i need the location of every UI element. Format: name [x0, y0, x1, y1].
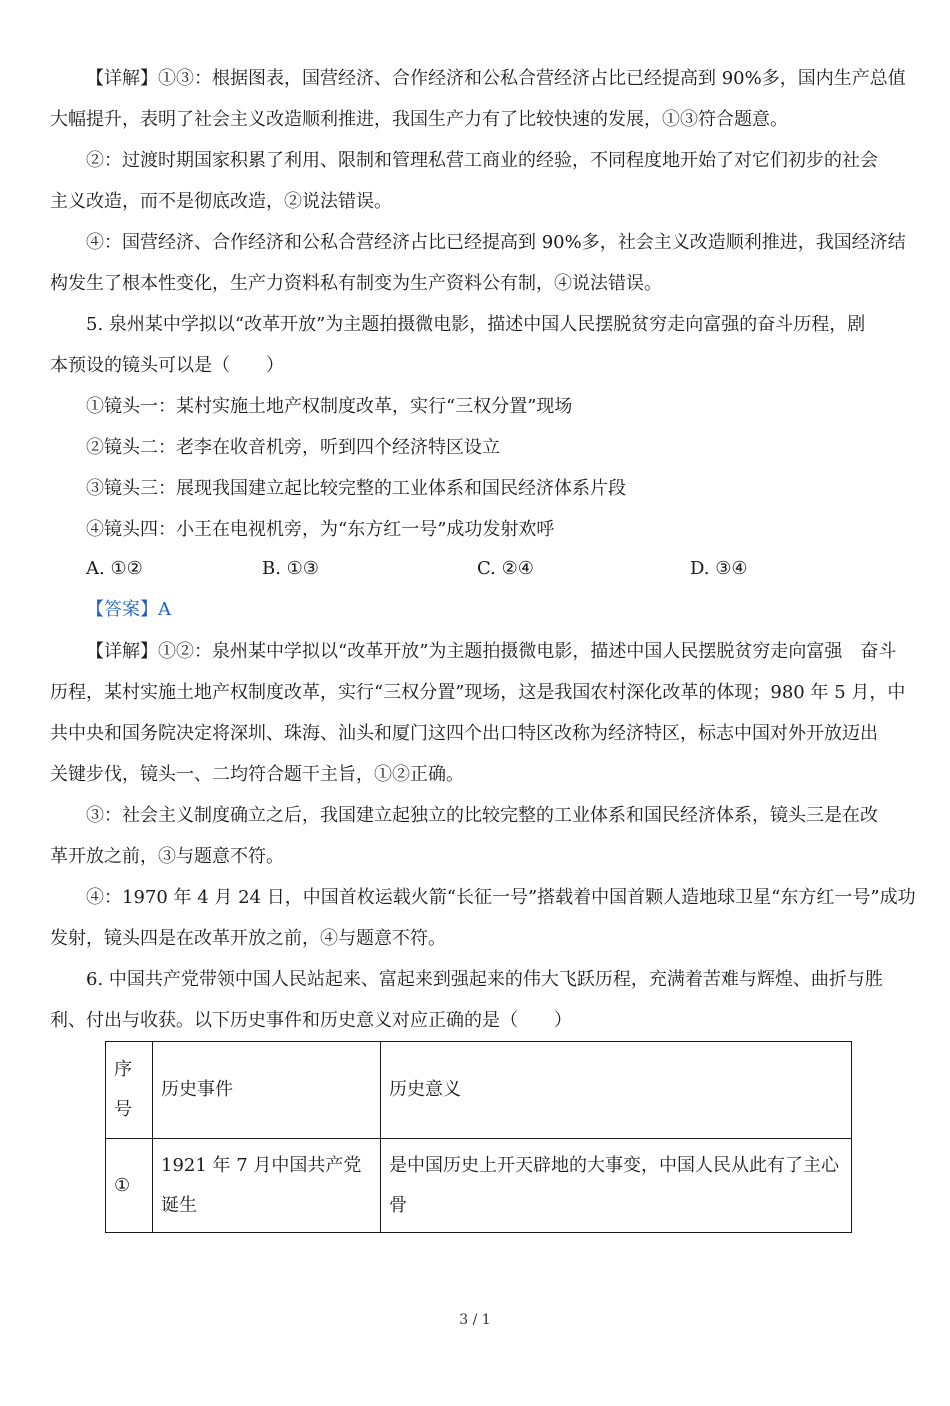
option-d: D. ③④	[690, 558, 748, 579]
table-header-row	[106, 1042, 852, 1139]
answer-label: 【答案】A	[86, 599, 171, 620]
question-item: ④镜头四：小王在电视机旁，为“东方红一号”成功发射欢呼	[86, 519, 555, 540]
explanation-line: ④：国营经济、合作经济和公私合营经济占比已经提高到 90%多，社会主义改造顺利推进，我国经济结	[86, 232, 906, 253]
question-6-stem: 6. 中国共产党带领中国人民站起来、富起来到强起来的伟大飞跃历程，充满着苦难与辉煌、曲折与胜	[86, 969, 883, 990]
table-cell-significance: 是中国历史上开天辟地的大事变，中国人民从此有了主心骨	[381, 1139, 852, 1233]
question-item: ②镜头二：老李在收音机旁，听到四个经济特区设立	[86, 437, 500, 458]
question-6-stem: 利、付出与收获。以下历史事件和历史意义对应正确的是（ ）	[50, 1010, 572, 1031]
answer-options	[0, 560, 950, 582]
explanation-line: ④：1970 年 4 月 24 日，中国首枚运载火箭“长征一号”搭载着中国首颗人造地球卫星“东方红一号”成功	[86, 887, 916, 908]
question-item: ①镜头一：某村实施土地产权制度改革，实行“三权分置”现场	[86, 396, 573, 417]
history-table	[105, 1041, 852, 1233]
explanation-line: 【详解】①③：根据图表，国营经济、合作经济和公私合营经济占比已经提高到 90%多，国内生产总值	[86, 68, 906, 89]
explanation-line: 关键步伐，镜头一、二均符合题干主旨，①②正确。	[50, 764, 464, 785]
option-b: B. ①③	[262, 558, 319, 579]
explanation-line: ③：社会主义制度确立之后，我国建立起独立的比较完整的工业体系和国民经济体系，镜头三是在改	[86, 805, 878, 826]
option-c: C. ②④	[477, 558, 534, 579]
question-5-stem: 5. 泉州某中学拟以“改革开放”为主题拍摄微电影，描述中国人民摆脱贫穷走向富强的奋斗历程，剧	[86, 314, 866, 335]
explanation-line: 主义改造，而不是彻底改造，②说法错误。	[50, 191, 392, 212]
header-cell-event: 历史事件	[153, 1042, 381, 1139]
explanation-line: 构发生了根本性变化，生产力资料私有制变为生产资料公有制，④说法错误。	[50, 273, 662, 294]
table-row	[106, 1139, 852, 1233]
question-item: ③镜头三：展现我国建立起比较完整的工业体系和国民经济体系片段	[86, 478, 626, 499]
question-5-stem: 本预设的镜头可以是（ ）	[50, 355, 284, 376]
option-a: A. ①②	[86, 558, 143, 579]
page-number: 3 / 1	[459, 1312, 491, 1328]
header-cell-significance: 历史意义	[381, 1042, 852, 1139]
table-cell-number: ①	[106, 1139, 153, 1233]
explanation-line: 大幅提升，表明了社会主义改造顺利推进，我国生产力有了比较快速的发展，①③符合题意。	[50, 109, 788, 130]
explanation-line: 【详解】①②：泉州某中学拟以“改革开放”为主题拍摄微电影，描述中国人民摆脱贫穷走向富强 奋斗	[86, 641, 897, 662]
explanation-line: 历程，某村实施土地产权制度改革，实行“三权分置”现场，这是我国农村深化改革的体现；980 年 5 月，中	[50, 682, 906, 703]
header-cell-number: 序号	[106, 1042, 153, 1139]
explanation-line: 共中央和国务院决定将深圳、珠海、汕头和厦门这四个出口特区改称为经济特区，标志中国对外开放迈出	[50, 723, 878, 744]
explanation-line: ②：过渡时期国家积累了利用、限制和管理私营工商业的经验，不同程度地开始了对它们初步的社会	[86, 150, 878, 171]
explanation-line: 革开放之前，③与题意不符。	[50, 846, 284, 867]
table-cell-event: 1921 年 7 月中国共产党诞生	[153, 1139, 381, 1233]
explanation-line: 发射，镜头四是在改革开放之前，④与题意不符。	[50, 928, 446, 949]
